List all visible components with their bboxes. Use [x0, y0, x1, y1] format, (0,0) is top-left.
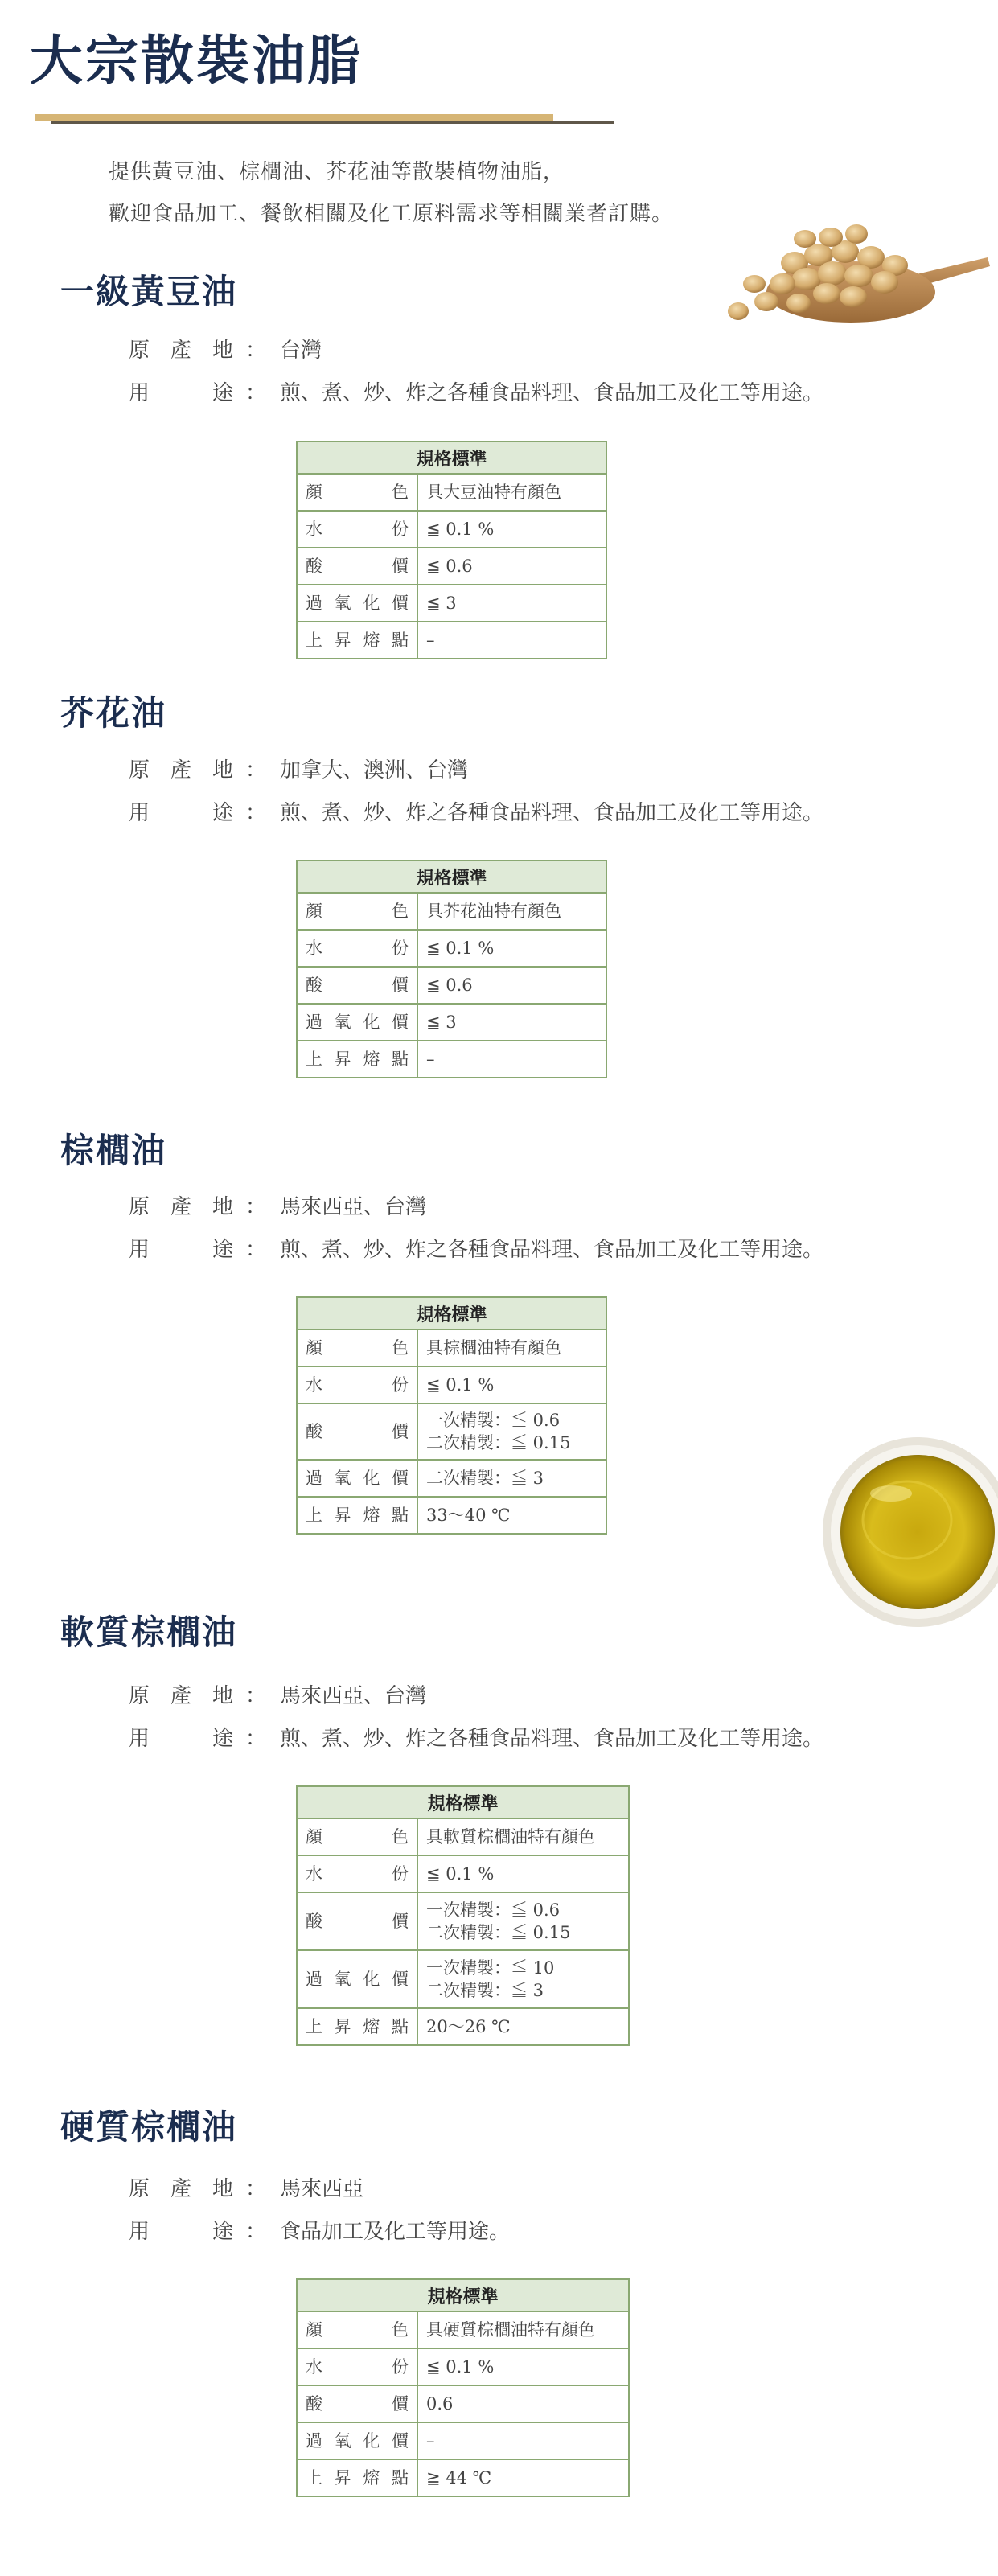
spec-row-melting	[297, 622, 606, 659]
spec-table	[296, 2278, 630, 2497]
title-underline-gold	[35, 114, 553, 121]
spec-value: ≦ 0.1 %	[417, 511, 606, 548]
spec-key: 水份	[306, 939, 409, 958]
usage-row	[129, 1237, 823, 1263]
spec-key: 酸價	[306, 976, 409, 995]
spec-value: ≦ 0.6	[417, 967, 606, 1004]
spec-value: ≦ 0.1 %	[417, 1366, 606, 1403]
spec-row-color	[297, 2311, 629, 2348]
product-title-palm: 棕櫚油	[60, 1131, 167, 1170]
origin-row	[129, 1683, 426, 1709]
origin-row	[129, 758, 468, 783]
spec-value: –	[417, 622, 606, 659]
origin-value: 加拿大、澳洲、台灣	[280, 758, 469, 783]
spec-value: 具大豆油特有顏色	[417, 474, 606, 511]
spec-header: 規格標準	[297, 1297, 606, 1329]
product-title-soybean: 一級黃豆油	[60, 272, 238, 311]
spec-key: 酸價	[306, 2394, 409, 2414]
spec-value	[417, 1950, 629, 2008]
spec-key: 顏色	[306, 1338, 409, 1358]
origin-value: 台灣	[280, 339, 322, 363]
spec-row-acid	[297, 2385, 629, 2422]
spec-row-moisture	[297, 511, 606, 548]
spec-row-peroxide	[297, 585, 606, 622]
spec-key: 上昇熔點	[306, 1050, 409, 1069]
origin-value: 馬來西亞、台灣	[280, 1684, 427, 1708]
usage-value: 煎、煮、炒、炸之各種食品料理、食品加工及化工等用途。	[280, 381, 824, 405]
colon: ：	[244, 381, 266, 405]
spec-value: 具硬質棕櫚油特有顏色	[417, 2311, 629, 2348]
spec-key: 上昇熔點	[306, 1506, 409, 1525]
colon: ：	[244, 758, 266, 783]
spec-key: 水份	[306, 1375, 409, 1395]
spec-value: –	[417, 1041, 606, 1078]
spec-value: ≦ 0.1 %	[417, 2348, 629, 2385]
spec-header: 規格標準	[297, 1786, 629, 1818]
spec-key: 顏色	[306, 483, 409, 502]
origin-value: 馬來西亞、台灣	[280, 1195, 427, 1219]
spec-row-color	[297, 1329, 606, 1366]
origin-label: 原產地	[129, 1684, 233, 1708]
spec-row-acid	[297, 967, 606, 1004]
spec-table	[296, 1785, 630, 2046]
origin-label: 原產地	[129, 758, 233, 783]
spec-key: 顏色	[306, 1827, 409, 1847]
spec-row-melting	[297, 2459, 629, 2496]
spec-value: 具軟質棕櫚油特有顏色	[417, 1818, 629, 1855]
spec-value-line: 一次精製：≦ 0.6	[426, 1900, 561, 1920]
spec-table	[296, 1296, 607, 1535]
spec-key: 上昇熔點	[306, 2468, 409, 2488]
colon: ：	[244, 1684, 266, 1708]
product-title-canola: 芥花油	[60, 693, 167, 733]
spec-value: ≦ 0.1 %	[417, 930, 606, 967]
spec-key: 水份	[306, 1864, 409, 1884]
spec-key: 水份	[306, 520, 409, 539]
usage-label: 用途	[129, 1727, 233, 1751]
title-underline-dark	[51, 121, 614, 124]
spec-value: 具芥花油特有顏色	[417, 893, 606, 930]
intro-text	[109, 151, 673, 235]
colon: ：	[244, 339, 266, 363]
spec-value: ≦ 3	[417, 1004, 606, 1041]
spec-row-melting	[297, 1041, 606, 1078]
title-underline	[35, 114, 581, 124]
colon: ：	[244, 2220, 266, 2244]
spec-value: ≦ 3	[417, 585, 606, 622]
origin-value: 馬來西亞	[280, 2177, 364, 2201]
colon: ：	[244, 1727, 266, 1751]
spec-header: 規格標準	[297, 442, 606, 474]
spec-value: 二次精製：≦ 3	[417, 1460, 606, 1497]
soybean-spoon-image	[718, 213, 992, 330]
spec-value: 33～40 ℃	[417, 1497, 606, 1534]
usage-row	[129, 800, 823, 826]
spec-value: 具棕櫚油特有顏色	[417, 1329, 606, 1366]
spec-row-moisture	[297, 1366, 606, 1403]
spec-key: 上昇熔點	[306, 631, 409, 650]
spec-value	[417, 1403, 606, 1460]
usage-row	[129, 1726, 823, 1752]
origin-label: 原產地	[129, 339, 233, 363]
spec-row-moisture	[297, 1855, 629, 1892]
usage-value: 煎、煮、炒、炸之各種食品料理、食品加工及化工等用途。	[280, 1727, 824, 1751]
usage-value: 煎、煮、炒、炸之各種食品料理、食品加工及化工等用途。	[280, 801, 824, 825]
usage-label: 用途	[129, 1238, 233, 1262]
colon: ：	[244, 801, 266, 825]
spec-row-peroxide	[297, 2422, 629, 2459]
spec-row-peroxide	[297, 1950, 629, 2008]
spec-value: –	[417, 2422, 629, 2459]
spec-key: 酸價	[306, 557, 409, 576]
spec-key: 過氧化價	[306, 2431, 409, 2451]
intro-line-2: 歡迎食品加工、餐飲相關及化工原料需求等相關業者訂購。	[109, 202, 674, 226]
usage-row	[129, 2219, 510, 2245]
spec-value-line: 一次精製：≦ 0.6	[426, 1411, 561, 1430]
usage-value: 食品加工及化工等用途。	[280, 2220, 511, 2244]
spec-row-moisture	[297, 930, 606, 967]
spec-table	[296, 441, 607, 659]
spec-table	[296, 860, 607, 1078]
spec-key: 過氧化價	[306, 1013, 409, 1032]
product-title-hard-palm: 硬質棕櫚油	[60, 2107, 238, 2147]
spec-row-acid	[297, 1403, 606, 1460]
page-title: 大宗散裝油脂	[30, 29, 363, 92]
spec-key: 過氧化價	[306, 594, 409, 613]
spec-header: 規格標準	[297, 861, 606, 893]
spec-key: 過氧化價	[306, 1469, 409, 1488]
colon: ：	[244, 1238, 266, 1262]
origin-row	[129, 2176, 363, 2202]
spec-row-acid	[297, 548, 606, 585]
spec-value: 20～26 ℃	[417, 2008, 629, 2045]
spec-value: ≦ 0.1 %	[417, 1855, 629, 1892]
product-title-soft-palm: 軟質棕櫚油	[60, 1613, 238, 1652]
spec-value-line: 二次精製：≦ 3	[426, 1981, 544, 2000]
spec-key: 顏色	[306, 902, 409, 921]
spec-value	[417, 1892, 629, 1950]
spec-row-acid	[297, 1892, 629, 1950]
spec-key: 過氧化價	[306, 1970, 409, 1989]
colon: ：	[244, 1195, 266, 1219]
spec-row-color	[297, 1818, 629, 1855]
spec-key: 酸價	[306, 1422, 409, 1441]
spec-value: ≧ 44 ℃	[417, 2459, 629, 2496]
oil-bowl-image	[817, 1436, 998, 1629]
usage-row	[129, 380, 823, 406]
spec-row-peroxide	[297, 1460, 606, 1497]
origin-label: 原產地	[129, 2177, 233, 2201]
spec-key: 顏色	[306, 2320, 409, 2340]
spec-value: ≦ 0.6	[417, 548, 606, 585]
usage-label: 用途	[129, 381, 233, 405]
spec-key: 上昇熔點	[306, 2017, 409, 2036]
spec-row-peroxide	[297, 1004, 606, 1041]
spec-row-color	[297, 474, 606, 511]
intro-line-1: 提供黃豆油、棕櫚油、芥花油等散裝植物油脂，	[109, 160, 565, 184]
spec-row-melting	[297, 1497, 606, 1534]
colon: ：	[244, 2177, 266, 2201]
spec-key: 酸價	[306, 1912, 409, 1931]
spec-value-line: 一次精製：≦ 10	[426, 1958, 555, 1978]
usage-label: 用途	[129, 2220, 233, 2244]
spec-key: 水份	[306, 2357, 409, 2377]
spec-row-moisture	[297, 2348, 629, 2385]
usage-label: 用途	[129, 801, 233, 825]
origin-row	[129, 1194, 426, 1220]
origin-label: 原產地	[129, 1195, 233, 1219]
spec-value-line: 二次精製：≦ 0.15	[426, 1433, 571, 1452]
usage-value: 煎、煮、炒、炸之各種食品料理、食品加工及化工等用途。	[280, 1238, 824, 1262]
spec-value-line: 二次精製：≦ 0.15	[426, 1923, 571, 1942]
spec-value: 0.6	[417, 2385, 629, 2422]
spec-row-melting	[297, 2008, 629, 2045]
spec-row-color	[297, 893, 606, 930]
spec-header: 規格標準	[297, 2279, 629, 2311]
origin-row	[129, 338, 322, 364]
